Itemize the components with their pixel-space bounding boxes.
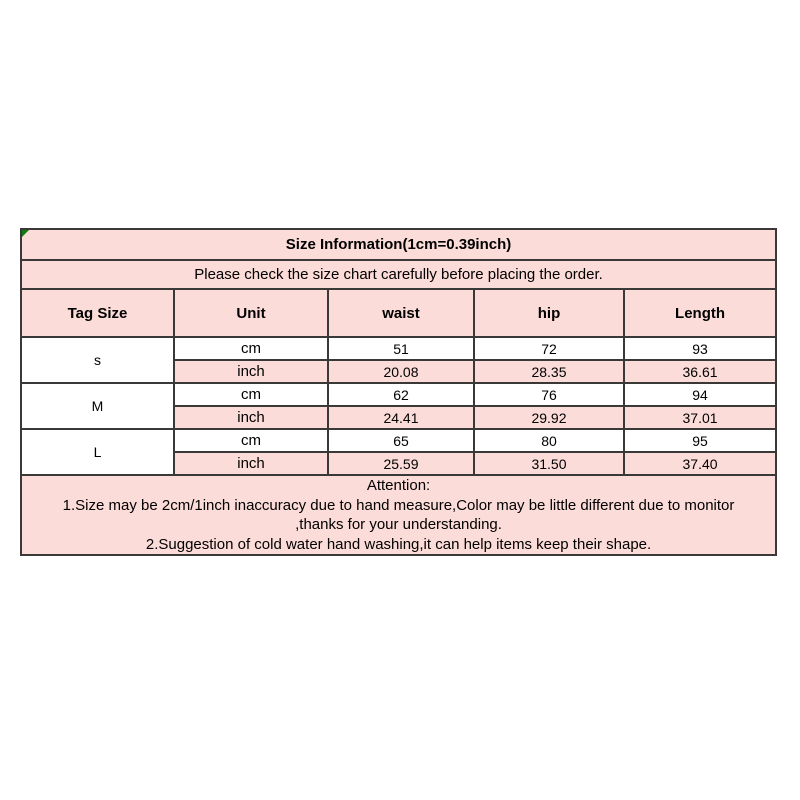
size-chart-table bbox=[20, 228, 777, 556]
value-l-hip-inch: 31.50 bbox=[474, 452, 624, 475]
value-s-length-cm: 93 bbox=[624, 337, 776, 360]
unit-label: cm bbox=[174, 383, 328, 406]
unit-label: inch bbox=[174, 452, 328, 475]
attention-line-1: 1.Size may be 2cm/1inch inaccuracy due to hand measure,Color may be little different due to monitor bbox=[62, 496, 735, 514]
table-row-s-cm bbox=[21, 337, 776, 360]
attention-heading: Attention: bbox=[366, 477, 431, 494]
value-l-waist-cm: 65 bbox=[328, 429, 474, 452]
value-l-hip-cm: 80 bbox=[474, 429, 624, 452]
value-m-hip-inch: 29.92 bbox=[474, 406, 624, 429]
value-m-hip-cm: 76 bbox=[474, 383, 624, 406]
chart-title-cell bbox=[21, 229, 776, 260]
col-header-tag-size: Tag Size bbox=[21, 289, 174, 337]
value-m-length-cm: 94 bbox=[624, 383, 776, 406]
title-row bbox=[21, 229, 776, 260]
table-row-l-cm bbox=[21, 429, 776, 452]
green-triangle-icon bbox=[22, 230, 29, 237]
value-l-length-cm: 95 bbox=[624, 429, 776, 452]
size-tag-m: M bbox=[21, 383, 174, 429]
col-header-waist: waist bbox=[328, 289, 474, 337]
table-row-m-cm bbox=[21, 383, 776, 406]
attention-line-3: 2.Suggestion of cold water hand washing,it can help items keep their shape. bbox=[145, 535, 652, 553]
size-tag-l: L bbox=[21, 429, 174, 475]
value-s-hip-inch: 28.35 bbox=[474, 360, 624, 383]
attention-line-2: ,thanks for your understanding. bbox=[295, 516, 502, 533]
chart-subtitle: Please check the size chart carefully before placing the order. bbox=[21, 260, 776, 289]
col-header-hip: hip bbox=[474, 289, 624, 337]
unit-label: inch bbox=[174, 360, 328, 383]
column-header-row bbox=[21, 289, 776, 337]
attention-row bbox=[21, 475, 776, 555]
unit-label: inch bbox=[174, 406, 328, 429]
value-s-hip-cm: 72 bbox=[474, 337, 624, 360]
chart-title: Size Information(1cm=0.39inch) bbox=[285, 236, 512, 253]
col-header-unit: Unit bbox=[174, 289, 328, 337]
value-m-waist-cm: 62 bbox=[328, 383, 474, 406]
unit-label: cm bbox=[174, 429, 328, 452]
unit-label: cm bbox=[174, 337, 328, 360]
value-m-length-inch: 37.01 bbox=[624, 406, 776, 429]
col-header-length: Length bbox=[624, 289, 776, 337]
size-tag-s: s bbox=[21, 337, 174, 383]
value-s-waist-inch: 20.08 bbox=[328, 360, 474, 383]
value-l-waist-inch: 25.59 bbox=[328, 452, 474, 475]
subtitle-row bbox=[21, 260, 776, 289]
size-chart bbox=[20, 228, 775, 556]
value-l-length-inch: 37.40 bbox=[624, 452, 776, 475]
value-s-waist-cm: 51 bbox=[328, 337, 474, 360]
value-m-waist-inch: 24.41 bbox=[328, 406, 474, 429]
attention-note bbox=[21, 475, 776, 555]
value-s-length-inch: 36.61 bbox=[624, 360, 776, 383]
